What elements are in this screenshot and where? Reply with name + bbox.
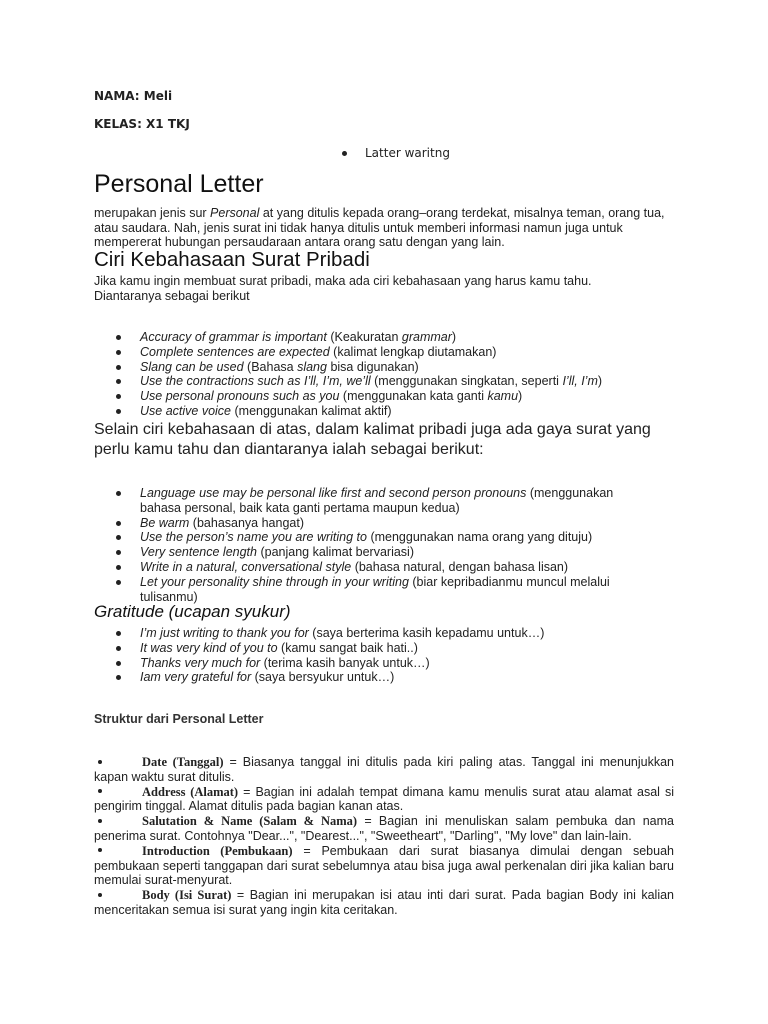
bullet-dot [98, 760, 102, 764]
item-text: (menggunakan kalimat aktif) [231, 403, 392, 418]
list-item [94, 330, 694, 345]
item-italic: Use the person’s name you are writing to [140, 530, 367, 545]
item-text: (biar kepribadianmu muncul melalui [408, 574, 610, 589]
item-italic: kamu [487, 389, 519, 404]
item-italic: slang [297, 359, 327, 374]
personal-letter-intro [94, 206, 674, 250]
item-italic: Complete sentences are expected [140, 344, 330, 359]
list-item [94, 404, 694, 419]
item-italic: Be warm [140, 515, 190, 530]
bullet-dot [116, 565, 121, 570]
item-text: (panjang kalimat bervariasi) [256, 545, 414, 560]
intro-text-2: at yang ditulis kepada orang–orang terdekat, misalnya teman, orang tua, atau saudara. Nah, jenis surat ini tidak hanya ditulis untuk memberi informasi namun juga untuk mempererat hubungan persaudaraan antara orang satu dengan yang lain. [94, 206, 665, 249]
item-italic: Let your personality shine through in your writing [140, 574, 409, 589]
list-item [94, 516, 694, 531]
list-item [94, 560, 694, 575]
item-italic: Very sentence length [140, 545, 257, 560]
struktur-label: Body (Isi Surat) [142, 888, 232, 903]
ciri-intro [94, 274, 694, 303]
item-text: bisa digunakan) [326, 359, 419, 374]
struktur-title: Struktur dari Personal Letter [94, 712, 264, 726]
struktur-text: = Bagian ini menuliskan salam pembuka dan nama penerima surat. Contohnya "Dear...", "Dearest...", "Sweetheart", "Darling", "My love" dan lain-lain. [94, 814, 674, 843]
item-text: ) [451, 330, 457, 344]
struktur-item [94, 785, 674, 815]
list-item [94, 626, 694, 641]
struktur-text: = Biasanya tanggal ini ditulis pada kiri paling atas. Tanggal ini menunjukkan kapan waktu surat ditulis. [94, 755, 674, 784]
bullet-dot [116, 379, 121, 384]
item-text: (bahasanya hangat) [189, 515, 304, 530]
item-italic: Use personal pronouns such as you [140, 389, 340, 404]
bullet-dot [342, 151, 347, 156]
item-text: (terima kasih banyak untuk…) [260, 655, 430, 670]
bullet-dot [116, 535, 121, 540]
item-italic: Write in a natural, conversational style [140, 559, 352, 574]
item-text: (Bahasa [243, 359, 298, 374]
ciri-title: Ciri Kebahasaan Surat Pribadi [94, 248, 370, 271]
item-italic: It was very kind of you to [140, 640, 278, 655]
item-italic: Slang can be used [140, 359, 244, 374]
list-item [94, 641, 694, 656]
bullet-dot [116, 491, 121, 496]
item-italic: Iam very grateful for [140, 670, 252, 685]
item-italic: Use the contractions such as I’ll, I’m, we’ll [140, 374, 371, 389]
list-item [94, 360, 694, 375]
struktur-text: = Bagian ini adalah tempat dimana kamu menulis surat atau alamat asal si pengirim tinggal. Alamat ditulis pada bagian kanan atas. [94, 784, 675, 814]
bullet-dot [116, 394, 121, 399]
bullet-dot [98, 819, 102, 823]
student-class: KELAS: X1 TKJ [94, 117, 190, 131]
bullet-dot [98, 789, 102, 793]
struktur-item [94, 888, 674, 918]
personal-letter-title: Personal Letter [94, 170, 264, 198]
intro-italic: Personal [210, 206, 260, 220]
struktur-item [94, 844, 674, 888]
item-italic: I’ll, I’m [562, 374, 598, 389]
topic-text: Latter waritng [365, 146, 450, 160]
ciri-list [94, 330, 694, 419]
item-text: (saya bersyukur untuk…) [251, 670, 395, 685]
intro-text-1: merupakan jenis sur [94, 206, 211, 220]
ciri-intro-line1: Jika kamu ingin membuat surat pribadi, maka ada ciri kebahasaan yang harus kamu tahu. [94, 274, 592, 288]
list-item [94, 486, 694, 516]
struktur-item [94, 755, 674, 785]
item-text: (menggunakan nama orang yang dituju) [366, 530, 593, 545]
struktur-label: Introduction (Pembukaan) [142, 843, 293, 858]
gaya-intro: Selain ciri kebahasaan di atas, dalam kalimat pribadi juga ada gaya surat yang perlu kamu tahu dan diantaranya ialah sebagai berikut: [94, 421, 651, 458]
bullet-dot [116, 631, 121, 636]
bullet-dot [98, 893, 102, 897]
list-item [94, 575, 694, 605]
list-item [94, 374, 694, 389]
list-item [94, 670, 694, 685]
bullet-dot [116, 550, 121, 555]
struktur-label: Address (Alamat) [142, 784, 239, 799]
bullet-dot [116, 646, 121, 651]
gratitude-title: Gratitude (ucapan syukur) [94, 602, 291, 621]
bullet-dot [116, 580, 121, 585]
bullet-dot [116, 350, 121, 355]
struktur-item [94, 814, 674, 844]
bullet-dot [116, 365, 121, 370]
ciri-intro-line2: Diantaranya sebagai berikut [94, 288, 250, 303]
item-italic: Language use may be personal like first and second person pronouns [140, 486, 527, 500]
item-italic: I’m just writing to thank you for [140, 626, 309, 640]
item-text: (Keakuratan [326, 330, 402, 344]
gratitude-list [94, 626, 694, 685]
list-item [94, 389, 694, 404]
item-italic: Use active voice [140, 403, 232, 418]
bullet-dot [116, 675, 121, 680]
item-italic: Thanks very much for [140, 655, 261, 670]
gaya-list [94, 486, 694, 604]
bullet-dot [116, 335, 121, 340]
item-continuation: tulisanmu) [140, 589, 198, 604]
bullet-dot [116, 661, 121, 666]
struktur-label: Date (Tanggal) [142, 755, 224, 769]
item-text: (menggunakan singkatan, seperti [370, 374, 563, 389]
item-text: (saya berterima kasih kepadamu untuk…) [308, 626, 545, 640]
item-text: (menggunakan kata ganti [339, 389, 488, 404]
item-text: (kalimat lengkap diutamakan) [329, 344, 497, 359]
item-text: ) [597, 374, 603, 389]
item-text: (bahasa natural, dengan bahasa lisan) [351, 559, 569, 574]
list-item [94, 345, 694, 360]
topic-bullet [342, 146, 450, 160]
item-text: (kamu sangat baik hati..) [277, 640, 418, 655]
struktur-label: Salutation & Name (Salam & Nama) [142, 814, 358, 829]
student-name: NAMA: Meli [94, 89, 173, 103]
bullet-dot [116, 409, 121, 414]
item-text: (menggunakan [526, 486, 614, 500]
bullet-dot [98, 848, 102, 852]
list-item [94, 545, 694, 560]
struktur-text: = Bagian ini merupakan isi atau inti dari surat. Pada bagian Body ini kalian menceritakan semua isi surat yang ingin kita ceritakan. [94, 888, 674, 917]
struktur-text: = Pembukaan dari surat biasanya dimulai dengan sebuah pembukaan seperti tanggapan dari surat sebelumnya atau bisa juga awal perkenalan diri jika kalian baru memulai surat-menyurat. [94, 843, 674, 888]
item-continuation: bahasa personal, baik kata ganti pertama maupun kedua) [140, 500, 460, 515]
bullet-dot [116, 521, 121, 526]
list-item [94, 530, 694, 545]
item-italic: grammar [401, 330, 452, 344]
item-text: ) [518, 389, 523, 404]
list-item [94, 656, 694, 671]
struktur-list [94, 755, 674, 918]
item-italic: Accuracy of grammar is important [140, 330, 327, 344]
